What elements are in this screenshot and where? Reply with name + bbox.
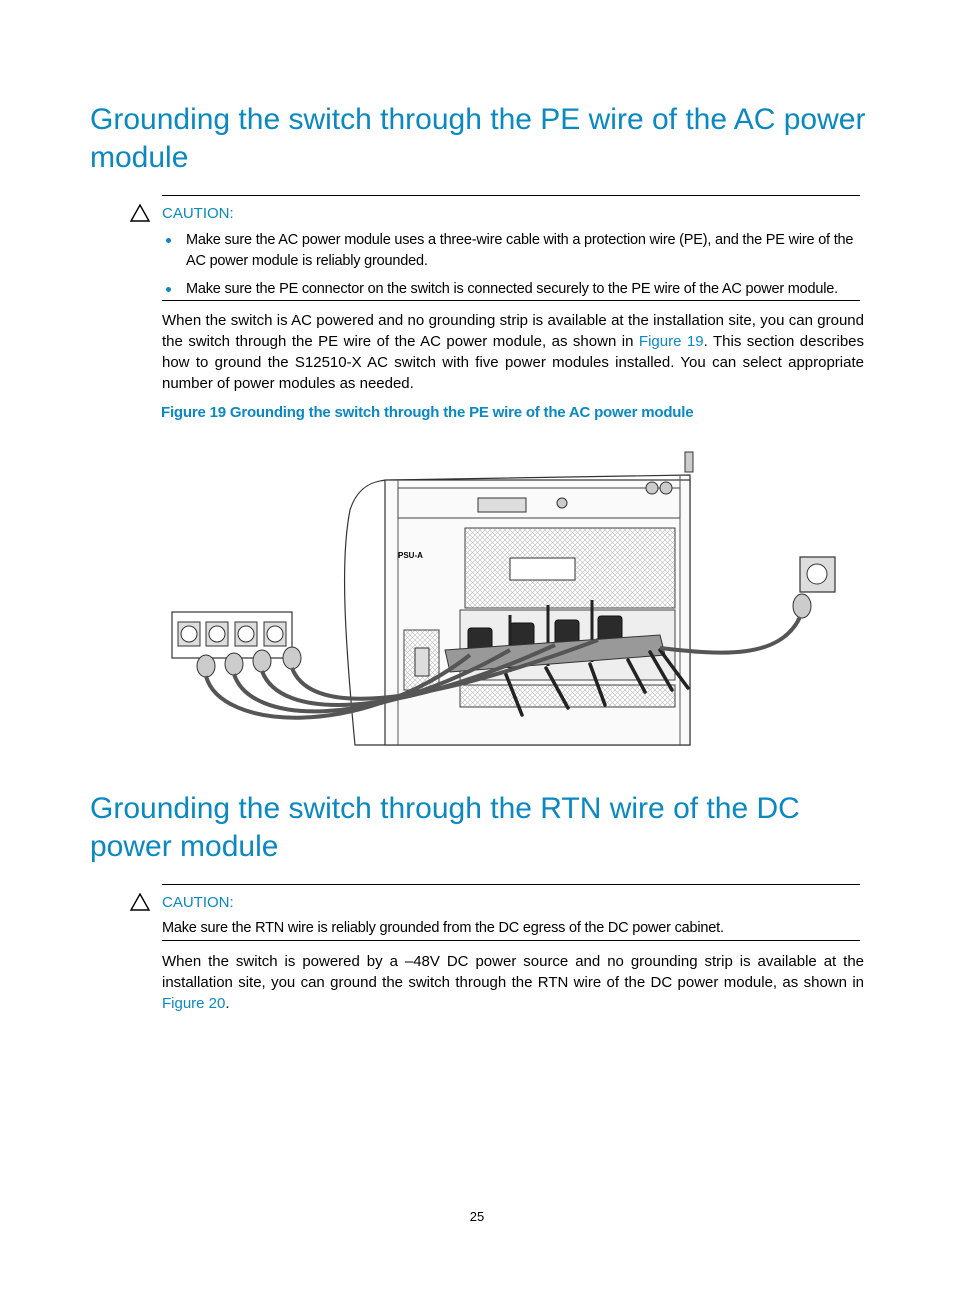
section-title-ac-pe: Grounding the switch through the PE wire of the AC power module [90, 103, 866, 174]
figure-19-link[interactable]: Figure 19 [638, 333, 704, 350]
caution-bottom-rule [162, 940, 860, 941]
body-paragraph [162, 310, 864, 394]
psu-label: PSU-A [398, 551, 423, 560]
warning-triangle-icon [130, 204, 150, 222]
caution-bullet: Make sure the PE connector on the switch is connected securely to the PE wire of the AC power module. [186, 279, 862, 300]
paragraph-text: When the switch is AC powered and no grounding strip is available at the installation site, you can ground the switch through the PE wire of the AC power module, as shown in [162, 312, 864, 350]
body-paragraph [162, 951, 864, 1014]
figure-caption: Figure 19 Grounding the switch through the PE wire of the AC power module [161, 404, 694, 421]
caution-header [130, 202, 234, 224]
caution-label: CAUTION: [162, 893, 234, 911]
caution-label: CAUTION: [162, 204, 234, 222]
caution-top-rule [162, 884, 860, 885]
caution-header [130, 891, 234, 913]
caution-bottom-rule [162, 300, 860, 301]
paragraph-text: When the switch is powered by a –48V DC power source and no grounding strip is available at the installation site, you can ground the switch through the RTN wire of the DC power module, as shown in [162, 953, 864, 991]
section-title-dc-rtn: Grounding the switch through the RTN wire of the DC power module [90, 792, 800, 863]
page-number: 25 [469, 1209, 485, 1224]
paragraph-text: . This section describes how to ground the S12510-X AC switch with five power modules installed. You can select appropriate number of power modules as needed. [162, 333, 864, 392]
caution-text: Make sure the RTN wire is reliably grounded from the DC egress of the DC power cabinet. [162, 920, 724, 936]
paragraph-text: . [225, 995, 230, 1012]
figure-20-link[interactable]: Figure 20 [162, 995, 226, 1012]
caution-bullet: Make sure the AC power module uses a three-wire cable with a protection wire (PE), and the PE wire of the AC power module is reliably grounded. [186, 230, 862, 272]
figure-19-illustration [160, 440, 850, 750]
warning-triangle-icon [130, 893, 150, 911]
caution-top-rule [162, 195, 860, 196]
